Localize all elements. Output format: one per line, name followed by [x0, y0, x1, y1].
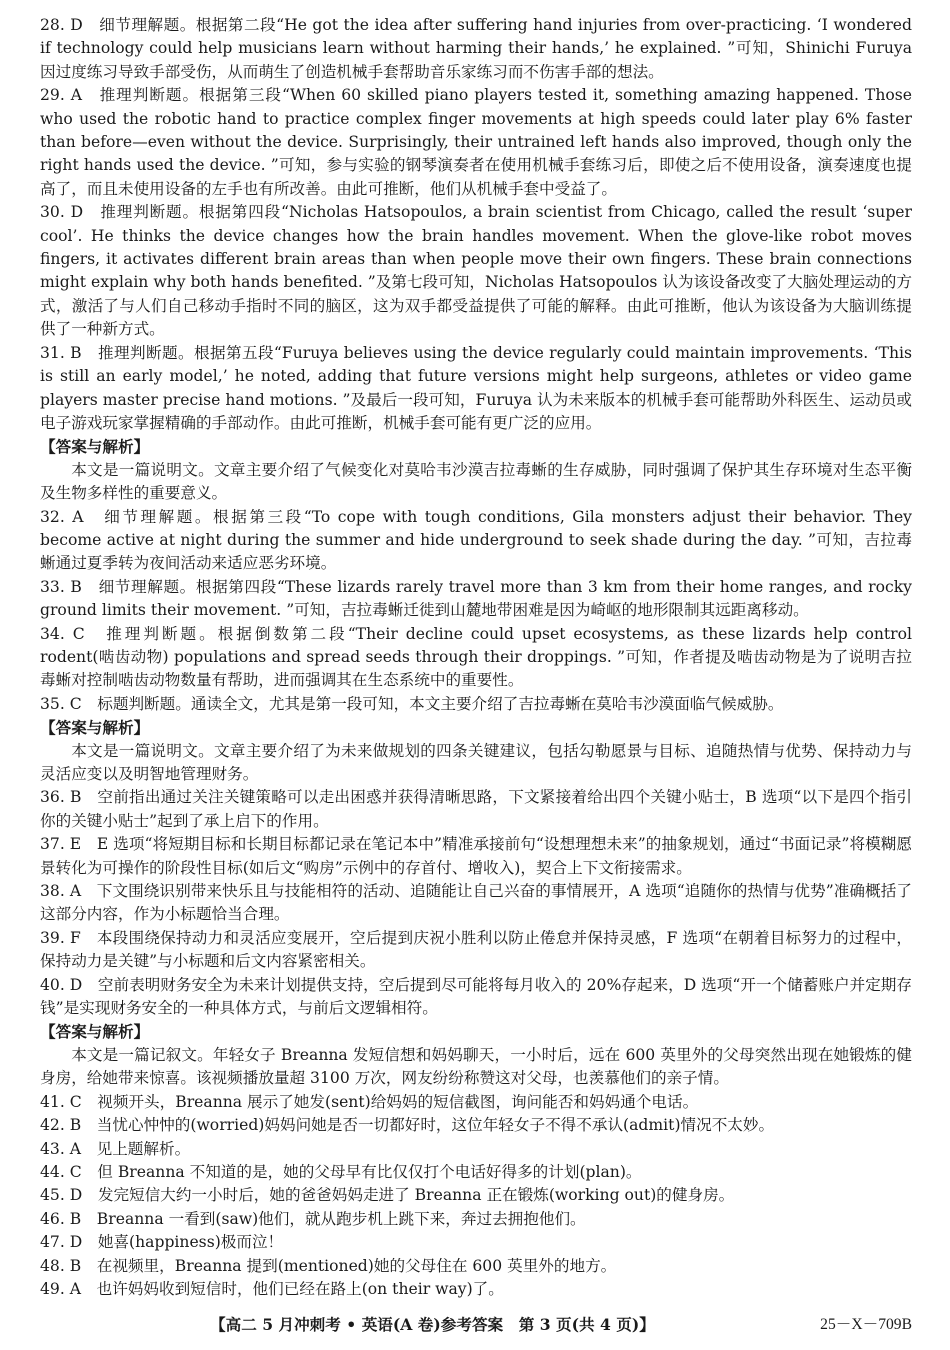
answer-item-32: 32. A 细节理解题。根据第三段“To cope with tough conditions, Gila monsters adjust their behavior. They become active at night during the summer and hide underground to seek shade during the day. ”可知，吉拉毒蜥通过夏季转为夜间活动来适应恶劣环境。 — [40, 507, 912, 573]
answer-item-36: 36. B 空前指出通过关注关键策略可以走出困惑并获得清晰思路，下文紧接着给出四个关键小贴士，B 选项“以下是四个指引你的关键小贴士”起到了承上启下的作用。 — [40, 788, 912, 830]
answer-item-40: 40. D 空前表明财务安全为未来计划提供支持，空后提到尽可能将每月收入的 20%存起来，D 选项“开一个储蓄账户并定期存钱”是实现财务安全的一种具体方式，与前后文逻辑相符。 — [40, 975, 912, 1018]
answer-item-37: 37. E E 选项“将短期目标和长期目标都记录在笔记本中”精准承接前句“设想理想未来”的抽象规划，通过“书面记录”将模糊愿景转化为可操作的阶段性目标(如后文“购房”示例中的存首付、增收入)，契合上下文衔接需求。 — [40, 835, 912, 877]
answer-item-42: 42. B 当忧心忡忡的(worried)妈妈问她是否一切都好时，这位年轻女子不得不承认(admit)情况不太妙。 — [40, 1116, 775, 1135]
answer-item-31: 31. B 推理判断题。根据第五段“Furuya believes using the device regularly could maintain improvements. ‘This is still an early model,’ he noted, adding that future versions might help surgeons, athletes or video game players master precise hand motions. ”及最后一段可知，Furuya 认为未来版本的机械手套可能帮助外科医生、运动员或电子游戏玩家掌握精确的手部动作。由此可推断，机械手套可能有更广泛的应用。 — [40, 343, 912, 432]
section-header: 【答案与解析】 — [40, 718, 150, 738]
answer-item-39: 39. F 本段围绕保持动力和灵活应变展开，空后提到庆祝小胜利以防止倦怠并保持灵感，F 选项“在朝着目标努力的过程中，保持动力是关键”与小标题和后文内容紧密相关。 — [40, 928, 912, 971]
section-intro: 本文是一篇记叙文。年轻女子 Breanna 发短信想和妈妈聊天，一小时后，远在 600 英里外的父母突然出现在她锻炼的健身房，给她带来惊喜。该视频播放量超 3100 万次，网友纷纷称赞这对父母，也羡慕他们的亲子情。 — [40, 1045, 912, 1088]
section-header: 【答案与解析】 — [40, 437, 150, 457]
answer-item-49: 49. A 也许妈妈收到短信时，他们已经在路上(on their way)了。 — [40, 1279, 504, 1298]
answer-item-29: 29. A 推理判断题。根据第三段“When 60 skilled piano players tested it, something amazing happened. Those who used the robotic hand to practice complex finger movements at high speeds could later play 6% faster than before—even without the device. Surprisingly, their untrained left hands also improved, though only the right hands used the device. ”可知，参与实验的钢琴演奏者在使用机械手套练习后，即使之后不使用设备，演奏速度也提高了，而且未使用设备的左手也有所改善。由此可推断，他们从机械手套中受益了。 — [40, 86, 912, 198]
answer-item-45: 45. D 发完短信大约一小时后，她的爸爸妈妈走进了 Breanna 正在锻炼(working out)的健身房。 — [40, 1186, 735, 1205]
answer-item-44: 44. C 但 Breanna 不知道的是，她的父母早有比仅仅打个电话好得多的计划(plan)。 — [40, 1162, 642, 1181]
answer-item-43: 43. A 见上题解析。 — [40, 1139, 191, 1158]
exam-code: 25－X－709B — [820, 1316, 912, 1333]
footer-title: 【高二 5 月冲刺考 • 英语(A 卷)参考答案 第 3 页(共 4 页)】 — [210, 1315, 655, 1334]
section-intro: 本文是一篇说明文。文章主要介绍了气候变化对莫哈韦沙漠吉拉毒蜥的生存威胁，同时强调了保护其生存环境对生态平衡及生物多样性的重要意义。 — [40, 460, 912, 503]
answer-item-28: 28. D 细节理解题。根据第二段“He got the idea after suffering hand injuries from over-practicing. ‘I wondered if technology could help musicians learn without harming their hands,’ he explained. ”可知，Shinichi Furuya 因过度练习导致手部受伤，从而萌生了创造机械手套帮助音乐家练习而不伤害手部的想法。 — [40, 16, 912, 81]
section-header: 【答案与解析】 — [40, 1022, 150, 1042]
answer-item-47: 47. D 她喜(happiness)极而泣！ — [40, 1233, 284, 1252]
section-intro: 本文是一篇说明文。文章主要介绍了为未来做规划的四条关键建议，包括勾勒愿景与目标、追随热情与优势、保持动力与灵活应变以及明智地管理财务。 — [40, 741, 912, 783]
answer-item-48: 48. B 在视频里，Breanna 提到(mentioned)她的父母住在 600 英里外的地方。 — [40, 1256, 617, 1275]
answer-item-33: 33. B 细节理解题。根据第四段“These lizards rarely travel more than 3 km from their home ranges, and rocky ground limits their movement. ”可知，吉拉毒蜥迁徙到山麓地带困难是因为崎岖的地形限制其远距离移动。 — [40, 577, 912, 620]
answer-item-35: 35. C 标题判断题。通读全文，尤其是第一段可知，本文主要介绍了吉拉毒蜥在莫哈韦沙漠面临气候威胁。 — [40, 694, 784, 713]
answer-item-41: 41. C 视频开头，Breanna 展示了她发(sent)给妈妈的短信截图，询问能否和妈妈通个电话。 — [40, 1092, 699, 1111]
answer-page — [40, 14, 912, 1301]
answer-item-30: 30. D 推理判断题。根据第四段“Nicholas Hatsopoulos, a brain scientist from Chicago, called the result ‘super cool’. He thinks the device changes how the brain handles movement. When the glove-like robot moves fingers, it activates different brain areas than when people move their own fingers. These brain connections might explain why both hands benefited. ”及第七段可知，Nicholas Hatsopoulos 认为该设备改变了大脑处理运动的方式，激活了与人们自己移动手指时不同的脑区，这为双手都受益提供了可能的解释。由此可推断，他认为该设备为大脑训练提供了一种新方式。 — [40, 203, 912, 339]
page-footer — [40, 1312, 912, 1338]
answer-item-34: 34. C 推理判断题。根据倒数第二段“Their decline could upset ecosystems, as these lizards help control rodent(啮齿动物) populations and spread seeds through their droppings. ”可知，作者提及啮齿动物是为了说明吉拉毒蜥对控制啮齿动物数量有帮助，进而强调其在生态系统中的重要性。 — [40, 624, 912, 690]
answer-item-46: 46. B Breanna 一看到(saw)他们，就从跑步机上跳下来，奔过去拥抱他们。 — [40, 1209, 586, 1228]
answer-item-38: 38. A 下文围绕识别带来快乐且与技能相符的活动、追随能让自己兴奋的事情展开，A 选项“追随你的热情与优势”准确概括了这部分内容，作为小标题恰当合理。 — [40, 882, 912, 924]
